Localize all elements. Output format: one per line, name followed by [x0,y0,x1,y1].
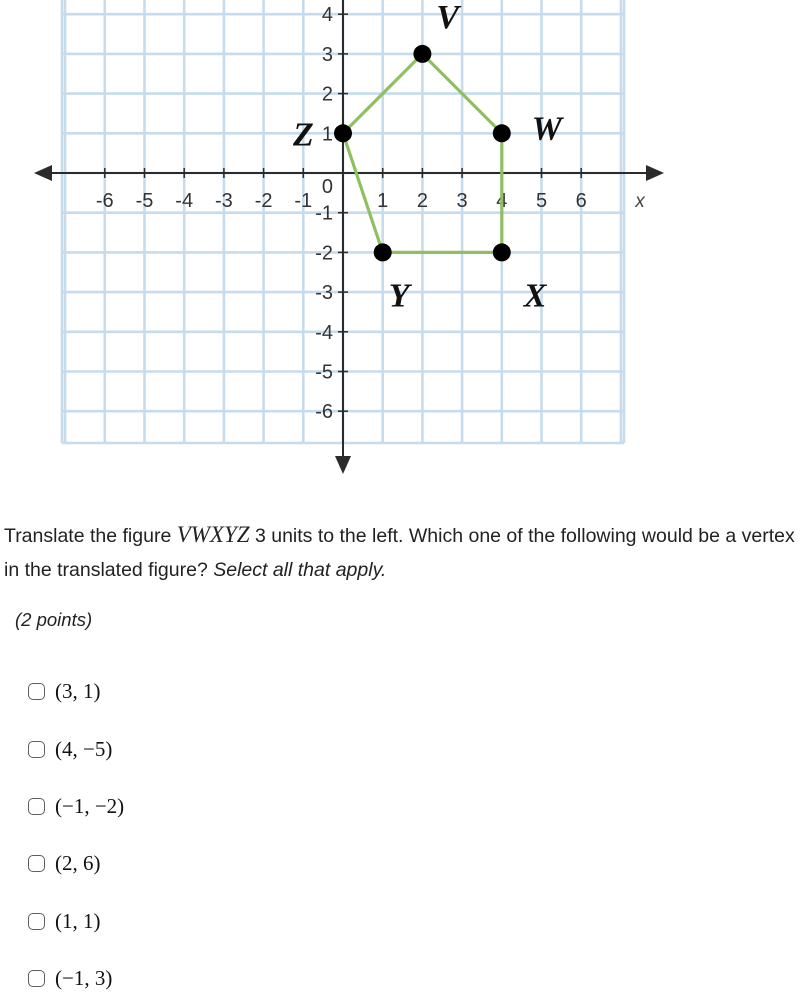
axes [34,0,664,474]
x-tick-label: 5 [535,190,548,212]
y-tick-label: -1 [315,202,333,225]
vertex-point [413,45,431,63]
x-axis-arrow-right [646,165,664,181]
question-text [4,518,796,587]
x-tick-label: 3 [456,190,468,212]
answer-option[interactable] [28,960,112,996]
x-tick-label: -6 [95,190,114,212]
points-label: (2 points) [15,609,93,630]
answer-option-label: (3, 1) [55,678,101,703]
answer-option[interactable] [28,673,101,709]
question-part-2: 3 units to the left. Which one of the following would be a vertex in the translated figure? [4,525,795,581]
y-tick-label: -2 [315,242,333,265]
y-tick-label: 1 [321,123,333,146]
vertex-label: V [436,0,460,36]
checkbox[interactable] [28,798,45,815]
checkbox[interactable] [28,970,45,987]
answer-option-label: (−1, −2) [55,793,125,818]
question-part-1: Translate the figure [4,525,177,547]
x-tick-label: -1 [294,190,313,212]
x-tick-label: -3 [215,190,233,212]
x-tick-label: -4 [175,190,194,212]
checkbox[interactable] [28,855,45,872]
answer-option[interactable] [28,731,112,767]
x-axis-arrow-left [34,165,52,181]
x-tick-label: 4 [496,190,508,212]
x-tick-label: 6 [575,190,587,212]
vertex-point [493,124,511,142]
y-tick-label: 3 [321,43,333,66]
answer-option-label: (1, 1) [55,908,101,933]
checkbox[interactable] [28,683,45,700]
y-axis-arrow-down [335,456,351,474]
x-axis-label: x [635,191,645,212]
checkbox[interactable] [28,913,45,930]
y-tick-label: -5 [315,361,333,384]
origin-label: 0 [321,176,333,198]
y-tick-label: -4 [315,321,333,344]
vertex-label: Z [293,116,314,154]
vertex-point [374,243,392,261]
figure-name: VWXYZ [176,522,250,547]
vertex-point [334,124,352,142]
answer-option-label: (4, −5) [55,736,113,761]
answer-option-label: (2, 6) [55,850,101,875]
x-tick-label: -5 [135,190,154,212]
x-tick-label: 2 [416,190,428,212]
answer-option[interactable] [28,903,101,939]
y-tick-label: 2 [321,83,333,106]
answer-option-label: (−1, 3) [55,965,113,990]
vertex-label: W [531,110,563,148]
y-tick-label: 4 [321,4,333,27]
x-tick-label: -2 [254,190,273,212]
answer-option[interactable] [28,845,101,881]
checkbox[interactable] [28,741,45,758]
answer-option[interactable] [28,788,124,824]
y-tick-label: -3 [315,282,333,305]
vertex-label: Y [388,277,410,315]
y-tick-label: -6 [315,401,333,424]
question-instruction: Select all that apply. [213,559,387,581]
vertex-point [493,243,511,261]
x-tick-label: 1 [377,190,389,212]
vertex-label: X [523,277,547,315]
